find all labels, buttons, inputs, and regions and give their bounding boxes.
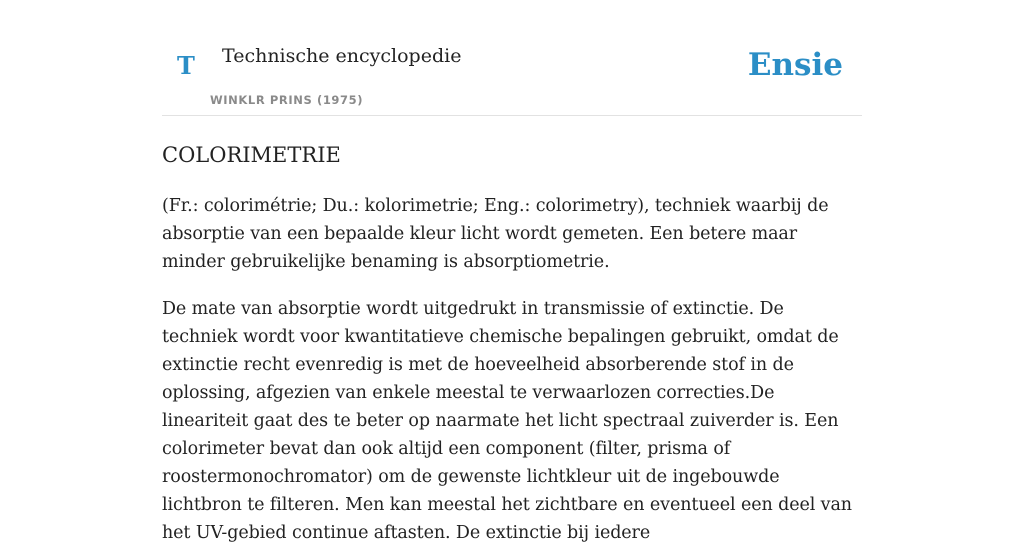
book-title[interactable]: Technische encyclopedie [222, 45, 462, 67]
article-paragraph: (Fr.: colorimétrie; Du.: kolorimetrie; Eng.: colorimetry), techniek waarbij de absorptie van een bepaalde kleur licht wordt gemeten. Een betere maar minder gebruikelijke benaming is absorptiometrie. [162, 196, 829, 272]
article-paragraph: De mate van absorptie wordt uitgedrukt in transmissie of extinctie. De techniek wordt voor kwantitatieve chemische bepalingen gebruikt, omdat de extinctie recht evenredig is met de hoeveelheid absorberende stof in de oplossing, afgezien van enkele meestal te verwaarlozen correcties.De lineariteit gaat des te beter op naarmate het licht spectraal zuiverder is. Een colorimeter bevat dan ook altijd een component (filter, prisma of roostermonochromator) om de gewenste lichtkleur uit de ingebouwde lichtbron te filteren. Men kan meestal het zichtbare en eventueel een deel van het UV-gebied continue aftasten. De extinctie bij iedere [162, 299, 852, 543]
book-logo[interactable]: T [177, 51, 195, 80]
article-body [162, 192, 862, 547]
article [162, 140, 862, 547]
header [162, 0, 862, 116]
article-title: COLORIMETRIE [162, 143, 341, 167]
book-subtitle: WINKLR PRINS (1975) [210, 93, 364, 107]
brand-logo[interactable]: Ensie [747, 47, 843, 83]
